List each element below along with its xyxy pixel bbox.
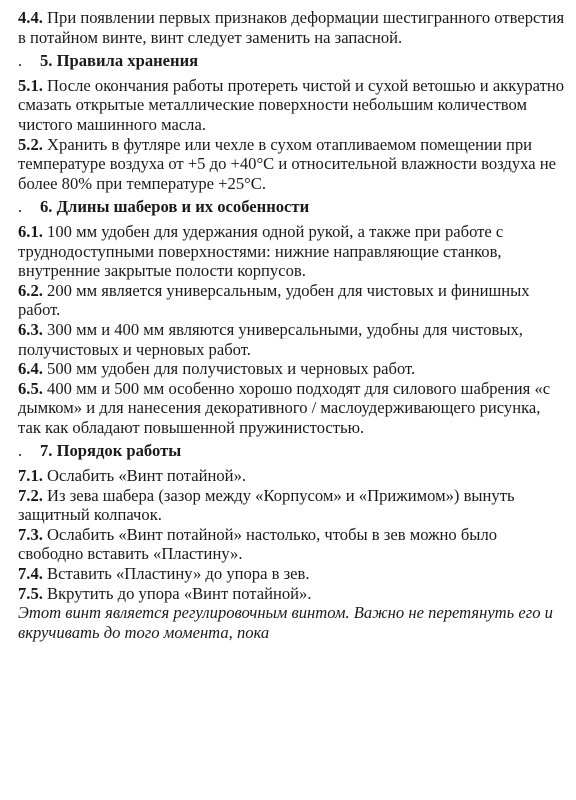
- item-6-5: 6.5. 400 мм и 500 мм особенно хорошо подходят для силового шабрения «с дымком» и для нанесения декоративного / маслоудерживающего рисунка, так как обладают повышенной пружинистостью.: [18, 378, 551, 437]
- item-5-2: 5.2. Хранить в футляре или чехле в сухом отапливаемом помещении при температуре воздуха от +5 до +40°С и относительной влажности воздуха не более 80% при температуре +25°С.: [18, 134, 556, 193]
- item-6-1: 6.1. 100 мм удобен для удержания одной рукой, а также при работе с труднодоступными поверхностями: нижние направляющие станков, внутренние закрытые полости корпусов.: [18, 221, 504, 281]
- item-7-4: 7.4. Вставить «Пластину» до упора в зев.: [18, 564, 310, 584]
- item-6-3: 6.3. 300 мм и 400 мм являются универсальными, удобны для чистовых, получистовых и черновых работ.: [18, 319, 523, 359]
- item-7-2: 7.2. Из зева шабера (зазор между «Корпусом» и «Прижимом») вынуть защитный колпачок.: [18, 485, 515, 525]
- item-4-4: 4.4. При появлении первых признаков деформации шестигранного отверстия в потайном винте, винт следует заменить на запасной.: [18, 8, 565, 47]
- document-body: [18, 8, 566, 642]
- italic-note: Этот винт является регулировочным винтом. Важно не перетянуть его и вкручивать до того момента, пока: [18, 603, 553, 642]
- item-6-4: 6.4. 500 мм удобен для получистовых и черновых работ.: [18, 359, 416, 379]
- item-7-1: 7.1. Ослабить «Винт потайной».: [18, 466, 247, 486]
- section-heading-5: . 5. Правила хранения: [18, 51, 199, 71]
- item-7-3: 7.3. Ослабить «Винт потайной» настолько, чтобы в зев можно было свободно вставить «Пластину».: [18, 524, 498, 564]
- heading-bullet: .: [18, 441, 23, 461]
- heading-bullet: .: [18, 51, 23, 71]
- item-7-5: 7.5. Вкрутить до упора «Винт потайной».: [18, 583, 312, 603]
- heading-bullet: .: [18, 197, 23, 217]
- item-5-1: 5.1. После окончания работы протереть чистой и сухой ветошью и аккуратно смазать открытые металлические поверхности небольшим количеством чистого машинного масла.: [18, 75, 565, 134]
- section-heading-6: . 6. Длины шаберов и их особенности: [18, 197, 310, 217]
- item-6-2: 6.2. 200 мм является универсальным, удобен для чистовых и финишных работ.: [18, 280, 530, 320]
- section-heading-7: . 7. Порядок работы: [18, 441, 182, 461]
